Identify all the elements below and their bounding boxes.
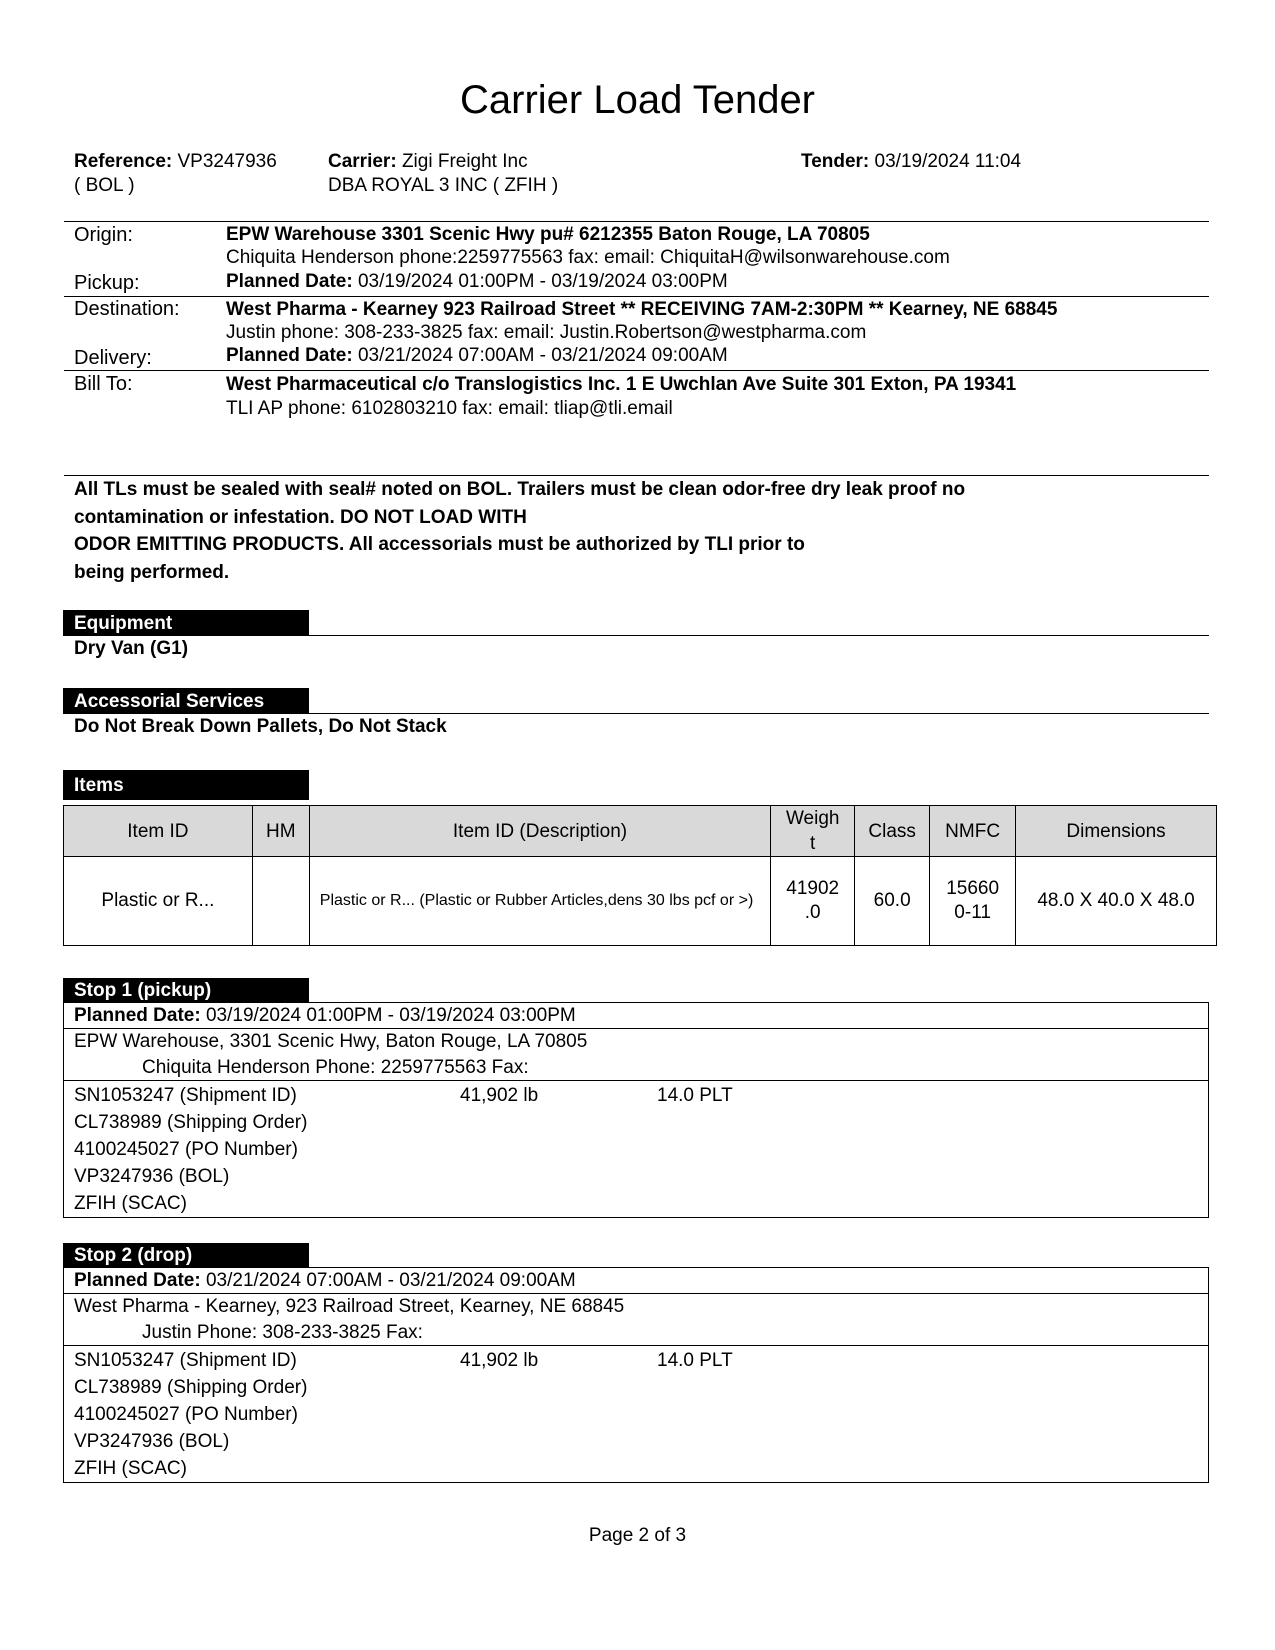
ref-shipment-id: SN1053247 (Shipment ID) <box>74 1350 297 1371</box>
ref-po-number: 4100245027 (PO Number) <box>74 1139 298 1160</box>
stop2-references <box>64 1346 1208 1482</box>
reference-value: VP3247936 <box>177 151 277 172</box>
weight-line: 41902 <box>786 878 840 899</box>
table-row <box>64 857 1217 946</box>
weight-cell <box>771 857 855 946</box>
origin-contact: Chiquita Henderson phone:2259775563 fax: email: ChiquitaH@wilsonwarehouse.com <box>226 247 950 268</box>
pickup-planned-date <box>226 271 728 293</box>
planned-date-label: Planned Date: <box>74 1005 201 1026</box>
nmfc-line: 15660 <box>946 878 1000 899</box>
accessorial-value: Do Not Break Down Pallets, Do Not Stack <box>74 716 447 737</box>
instruction-line: contamination or infestation. DO NOT LOAD WITH <box>74 506 527 528</box>
item-id-cell: Plastic or R... <box>64 857 253 946</box>
stop1-pallets: 14.0 PLT <box>657 1085 733 1106</box>
table-header-row <box>64 806 1217 857</box>
stop2-box <box>63 1267 1209 1483</box>
instruction-line: ODOR EMITTING PRODUCTS. All accessorials must be authorized by TLI prior to <box>74 534 805 555</box>
delivery-label: Delivery: <box>74 347 152 369</box>
stop2-heading: Stop 2 (drop) <box>63 1243 309 1267</box>
divider <box>64 296 1209 297</box>
ref-bol: VP3247936 (BOL) <box>74 1166 230 1187</box>
stop1-box <box>63 1002 1209 1218</box>
carrier-dba: DBA ROYAL 3 INC ( ZFIH ) <box>328 175 559 196</box>
ref-bol: VP3247936 (BOL) <box>74 1431 230 1452</box>
weight-header-line: t <box>810 833 816 854</box>
planned-date-value: 03/21/2024 07:00AM - 03/21/2024 09:00AM <box>357 345 728 366</box>
nmfc-cell <box>930 857 1016 946</box>
bill-to-label: Bill To: <box>74 373 133 395</box>
hm-cell <box>252 857 309 946</box>
planned-date-label: Planned Date: <box>74 1270 201 1291</box>
instruction-line: being performed. <box>74 561 230 583</box>
tender-block <box>801 150 1021 174</box>
weight-header-line: Weigh <box>785 808 840 829</box>
stop2-pallets: 14.0 PLT <box>657 1350 733 1371</box>
column-header-dimensions: Dimensions <box>1016 806 1217 857</box>
planned-date-label: Planned Date: <box>226 271 353 292</box>
stop2-location <box>64 1294 1208 1346</box>
stop1-contact: Chiquita Henderson Phone: 2259775563 Fax: <box>142 1057 529 1078</box>
planned-date-label: Planned Date: <box>226 345 353 366</box>
ref-scac: ZFIH (SCAC) <box>74 1193 187 1214</box>
destination-label: Destination: <box>74 298 180 320</box>
ref-shipping-order: CL738989 (Shipping Order) <box>74 1377 308 1398</box>
page-title: Carrier Load Tender <box>459 78 816 122</box>
nmfc-line: 0-11 <box>954 902 991 923</box>
stop1-weight: 41,902 lb <box>460 1085 539 1106</box>
stop2-weight: 41,902 lb <box>460 1350 539 1371</box>
dimensions-cell: 48.0 X 40.0 X 48.0 <box>1016 857 1217 946</box>
weight-line: .0 <box>804 902 821 923</box>
tender-value: 03/19/2024 11:04 <box>874 151 1022 172</box>
delivery-planned-date <box>226 345 728 367</box>
stop1-planned-date <box>64 1003 1208 1029</box>
origin-label: Origin: <box>74 224 133 246</box>
ref-shipping-order: CL738989 (Shipping Order) <box>74 1112 308 1133</box>
carrier-block <box>328 150 558 198</box>
reference-label: Reference: <box>74 151 173 172</box>
stop2-address: West Pharma - Kearney, 923 Railroad Street, Kearney, NE 68845 <box>74 1296 625 1317</box>
planned-date-value: 03/19/2024 01:00PM - 03/19/2024 03:00PM <box>357 271 728 292</box>
pickup-label: Pickup: <box>74 272 140 294</box>
divider <box>309 713 1209 714</box>
instruction-line: All TLs must be sealed with seal# noted on BOL. Trailers must be clean odor-free dry leak proof no <box>74 479 966 500</box>
planned-date-value: 03/21/2024 07:00AM - 03/21/2024 09:00AM <box>205 1270 576 1291</box>
tender-label: Tender: <box>801 151 870 172</box>
planned-date-value: 03/19/2024 01:00PM - 03/19/2024 03:00PM <box>205 1005 576 1026</box>
equipment-value: Dry Van (G1) <box>74 638 189 659</box>
page-number: Page 2 of 3 <box>588 1525 687 1546</box>
stop1-address: EPW Warehouse, 3301 Scenic Hwy, Baton Rouge, LA 70805 <box>74 1031 588 1052</box>
ref-scac: ZFIH (SCAC) <box>74 1458 187 1479</box>
origin-address: EPW Warehouse 3301 Scenic Hwy pu# 6212355 Baton Rouge, LA 70805 <box>226 224 870 245</box>
column-header-class: Class <box>855 806 930 857</box>
column-header-item-id: Item ID <box>64 806 253 857</box>
divider <box>64 221 1209 222</box>
bill-to-contact: TLI AP phone: 6102803210 fax: email: tliap@tli.email <box>226 398 673 419</box>
accessorial-heading: Accessorial Services <box>63 688 309 714</box>
carrier-instructions <box>74 476 965 586</box>
column-header-weight <box>771 806 855 857</box>
items-table <box>63 805 1217 946</box>
items-heading: Items <box>63 770 309 800</box>
carrier-value: Zigi Freight Inc <box>401 151 528 172</box>
divider <box>64 370 1209 371</box>
column-header-description: Item ID (Description) <box>309 806 770 857</box>
ref-po-number: 4100245027 (PO Number) <box>74 1404 298 1425</box>
stop1-location <box>64 1029 1208 1081</box>
stop2-planned-date <box>64 1268 1208 1294</box>
column-header-hm: HM <box>252 806 309 857</box>
stop2-contact: Justin Phone: 308-233-3825 Fax: <box>142 1322 423 1343</box>
bill-to-address: West Pharmaceutical c/o Translogistics Inc. 1 E Uwchlan Ave Suite 301 Exton, PA 19341 <box>226 374 1017 395</box>
column-header-nmfc: NMFC <box>930 806 1016 857</box>
reference-type: ( BOL ) <box>74 175 135 196</box>
ref-shipment-id: SN1053247 (Shipment ID) <box>74 1085 297 1106</box>
description-cell: Plastic or R... (Plastic or Rubber Articles,dens 30 lbs pcf or >) <box>309 857 770 946</box>
destination-contact: Justin phone: 308-233-3825 fax: email: Justin.Robertson@westpharma.com <box>226 322 867 343</box>
class-cell: 60.0 <box>855 857 930 946</box>
reference-block <box>74 150 277 198</box>
equipment-heading: Equipment <box>63 610 309 636</box>
stop1-heading: Stop 1 (pickup) <box>63 978 309 1002</box>
destination-address: West Pharma - Kearney 923 Railroad Street ** RECEIVING 7AM-2:30PM ** Kearney, NE 68845 <box>226 299 1058 320</box>
divider <box>309 635 1209 636</box>
carrier-label: Carrier: <box>328 151 397 172</box>
stop1-references <box>64 1081 1208 1217</box>
